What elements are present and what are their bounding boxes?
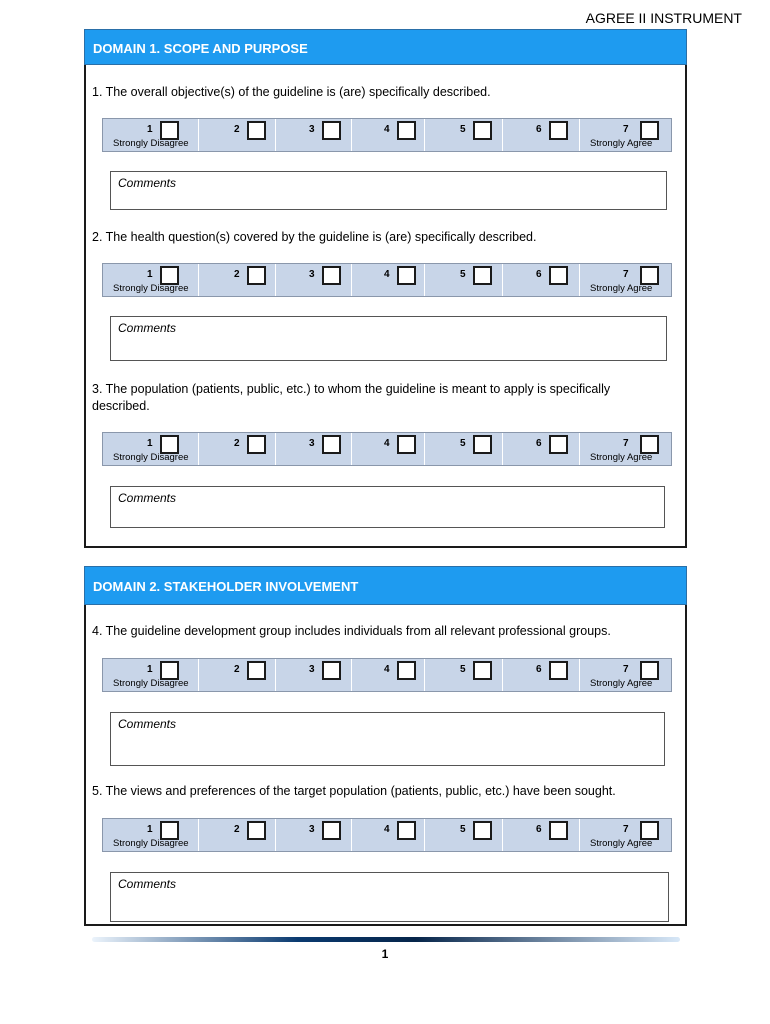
rating-checkbox[interactable] (473, 266, 492, 285)
scale-number: 3 (309, 664, 315, 675)
item-3-comments-field[interactable] (110, 486, 665, 528)
scale-option-2 (199, 264, 276, 296)
strongly-agree-label: Strongly Agree (590, 678, 653, 689)
scale-option-2 (199, 119, 276, 151)
rating-checkbox[interactable] (473, 435, 492, 454)
scale-number: 6 (536, 824, 542, 835)
rating-checkbox[interactable] (397, 821, 416, 840)
scale-number: 4 (384, 269, 390, 280)
scale-option-5 (425, 433, 503, 465)
strongly-disagree-label: Strongly Disagree (113, 838, 189, 849)
rating-checkbox[interactable] (397, 121, 416, 140)
rating-checkbox[interactable] (247, 821, 266, 840)
scale-number: 3 (309, 438, 315, 449)
rating-checkbox[interactable] (322, 266, 341, 285)
scale-number: 4 (384, 124, 390, 135)
rating-checkbox[interactable] (549, 821, 568, 840)
scale-option-5 (425, 659, 503, 691)
scale-option-6 (503, 433, 580, 465)
rating-checkbox[interactable] (247, 266, 266, 285)
item-5-question: 5. The views and preferences of the target population (patients, public, etc.) have been sought. (92, 784, 616, 798)
item-2-comments-field[interactable] (110, 316, 667, 361)
scale-option-5 (425, 119, 503, 151)
scale-number: 5 (460, 438, 466, 449)
rating-checkbox[interactable] (473, 821, 492, 840)
scale-number: 2 (234, 269, 240, 280)
rating-checkbox[interactable] (322, 121, 341, 140)
scale-number: 3 (309, 269, 315, 280)
scale-option-3 (276, 433, 352, 465)
scale-option-5 (425, 819, 503, 851)
scale-option-4 (352, 119, 425, 151)
item-3-rating-scale (102, 432, 672, 466)
rating-checkbox[interactable] (322, 435, 341, 454)
item-5-comments-field[interactable] (110, 872, 669, 922)
scale-option-3 (276, 659, 352, 691)
strongly-disagree-label: Strongly Disagree (113, 678, 189, 689)
rating-checkbox[interactable] (549, 661, 568, 680)
rating-checkbox[interactable] (549, 121, 568, 140)
scale-number: 1 (147, 438, 153, 449)
scale-option-7 (580, 264, 671, 296)
item-4-comments-field[interactable] (110, 712, 665, 766)
domain-1-title: DOMAIN 1. SCOPE AND PURPOSE (84, 29, 687, 65)
scale-option-3 (276, 264, 352, 296)
scale-option-2 (199, 659, 276, 691)
scale-number: 4 (384, 664, 390, 675)
scale-number: 4 (384, 438, 390, 449)
comments-label: Comments (118, 877, 177, 891)
scale-number: 1 (147, 664, 153, 675)
scale-number: 7 (623, 269, 629, 280)
scale-option-2 (199, 433, 276, 465)
scale-option-1 (103, 659, 199, 691)
rating-checkbox[interactable] (247, 435, 266, 454)
strongly-disagree-label: Strongly Disagree (113, 283, 189, 294)
rating-checkbox[interactable] (473, 661, 492, 680)
footer-divider (92, 937, 680, 942)
rating-checkbox[interactable] (473, 121, 492, 140)
scale-number: 2 (234, 824, 240, 835)
scale-number: 5 (460, 269, 466, 280)
strongly-disagree-label: Strongly Disagree (113, 452, 189, 463)
item-5-rating-scale (102, 818, 672, 852)
scale-option-6 (503, 264, 580, 296)
scale-number: 1 (147, 269, 153, 280)
scale-option-4 (352, 659, 425, 691)
domain-2-section (84, 566, 687, 926)
scale-number: 7 (623, 124, 629, 135)
domain-2-title: DOMAIN 2. STAKEHOLDER INVOLVEMENT (84, 566, 687, 605)
scale-number: 2 (234, 438, 240, 449)
scale-option-4 (352, 433, 425, 465)
item-2-rating-scale (102, 263, 672, 297)
comments-label: Comments (118, 176, 177, 190)
rating-checkbox[interactable] (322, 661, 341, 680)
comments-label: Comments (118, 717, 177, 731)
scale-option-6 (503, 119, 580, 151)
scale-number: 1 (147, 124, 153, 135)
item-3-question: 3. The population (patients, public, etc.) to whom the guideline is meant to apply is specifically described. (92, 382, 611, 413)
rating-checkbox[interactable] (247, 661, 266, 680)
scale-option-3 (276, 819, 352, 851)
rating-checkbox[interactable] (549, 266, 568, 285)
scale-option-3 (276, 119, 352, 151)
scale-number: 2 (234, 664, 240, 675)
item-1-rating-scale (102, 118, 672, 152)
scale-number: 6 (536, 438, 542, 449)
strongly-agree-label: Strongly Agree (590, 283, 653, 294)
item-4-rating-scale (102, 658, 672, 692)
scale-number: 5 (460, 124, 466, 135)
scale-option-7 (580, 433, 671, 465)
rating-checkbox[interactable] (397, 435, 416, 454)
strongly-agree-label: Strongly Agree (590, 838, 653, 849)
scale-number: 6 (536, 124, 542, 135)
scale-option-1 (103, 119, 199, 151)
strongly-agree-label: Strongly Agree (590, 452, 653, 463)
scale-option-7 (580, 659, 671, 691)
scale-number: 6 (536, 269, 542, 280)
scale-option-4 (352, 819, 425, 851)
scale-number: 6 (536, 664, 542, 675)
item-2-question: 2. The health question(s) covered by the guideline is (are) specifically described. (92, 230, 537, 244)
comments-label: Comments (118, 491, 177, 505)
comments-label: Comments (118, 321, 177, 335)
instrument-title: AGREE II INSTRUMENT (585, 10, 742, 26)
scale-option-7 (580, 119, 671, 151)
scale-number: 5 (460, 824, 466, 835)
scale-option-1 (103, 819, 199, 851)
rating-checkbox[interactable] (397, 266, 416, 285)
scale-option-6 (503, 819, 580, 851)
scale-number: 4 (384, 824, 390, 835)
scale-option-2 (199, 819, 276, 851)
item-1-question: 1. The overall objective(s) of the guideline is (are) specifically described. (92, 85, 491, 99)
scale-number: 3 (309, 824, 315, 835)
item-4-question: 4. The guideline development group includes individuals from all relevant professional groups. (92, 624, 611, 638)
rating-checkbox[interactable] (247, 121, 266, 140)
scale-option-1 (103, 264, 199, 296)
strongly-disagree-label: Strongly Disagree (113, 138, 189, 149)
scale-number: 7 (623, 438, 629, 449)
scale-option-6 (503, 659, 580, 691)
scale-number: 7 (623, 824, 629, 835)
rating-checkbox[interactable] (397, 661, 416, 680)
domain-1-section (84, 29, 687, 548)
scale-number: 2 (234, 124, 240, 135)
scale-option-4 (352, 264, 425, 296)
rating-checkbox[interactable] (322, 821, 341, 840)
page-number: 1 (381, 947, 389, 961)
rating-checkbox[interactable] (549, 435, 568, 454)
scale-number: 3 (309, 124, 315, 135)
scale-option-7 (580, 819, 671, 851)
scale-number: 5 (460, 664, 466, 675)
item-1-comments-field[interactable] (110, 171, 667, 210)
scale-number: 1 (147, 824, 153, 835)
scale-option-1 (103, 433, 199, 465)
strongly-agree-label: Strongly Agree (590, 138, 653, 149)
scale-number: 7 (623, 664, 629, 675)
scale-option-5 (425, 264, 503, 296)
